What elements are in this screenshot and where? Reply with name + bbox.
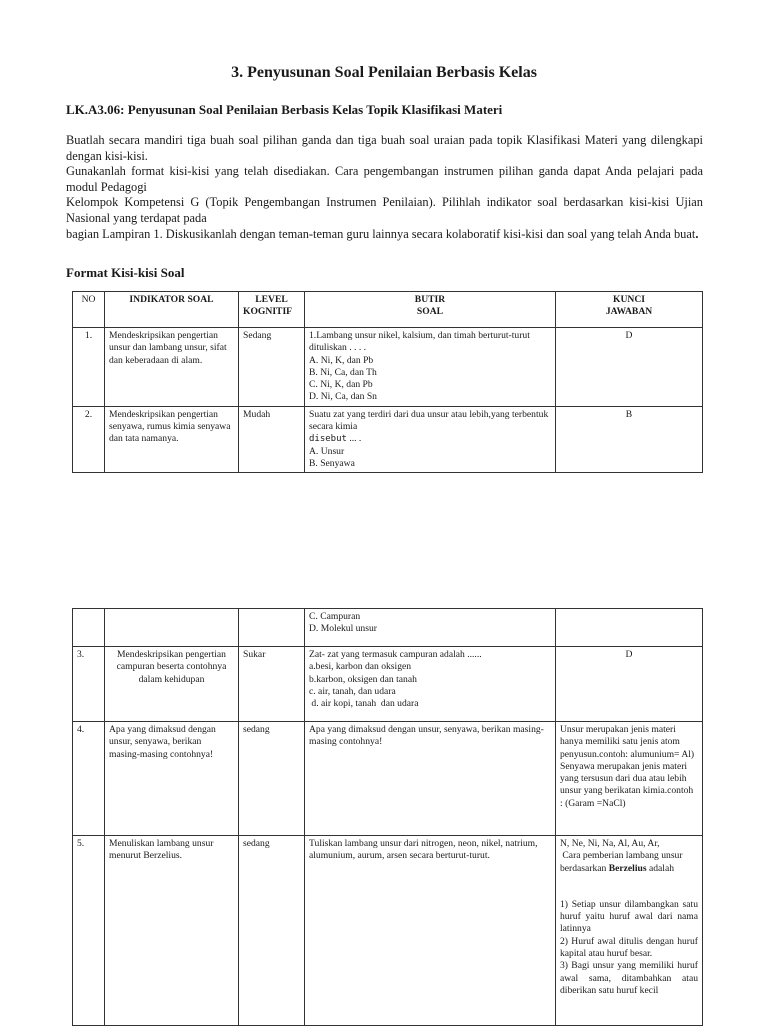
option-a: A. Ni, K, dan Pb bbox=[309, 354, 374, 366]
table-row bbox=[73, 722, 703, 836]
row-kunci: D bbox=[556, 328, 703, 407]
row-indikator: Mendeskripsikan pengertian senyawa, rumus kimia senyawa dan tata namanya. bbox=[105, 406, 239, 472]
row-indikator: Mendeskripsikan pengertian unsur dan lambang unsur, sifat dan keberadaan di alam. bbox=[105, 328, 239, 407]
row-level: sedang bbox=[239, 836, 305, 1026]
question-stem-end: disebut ... . bbox=[309, 433, 362, 445]
row-no: 5. bbox=[73, 836, 105, 1026]
option-d: d. air kopi, tanah dan udara bbox=[309, 698, 419, 710]
intro-paragraph-4-end: . bbox=[695, 226, 699, 241]
row-no: 3. bbox=[73, 647, 105, 722]
row-butir-soal bbox=[305, 609, 556, 647]
question-stem: Zat- zat yang termasuk campuran adalah ...... bbox=[309, 649, 482, 660]
intro-paragraph-1: Buatlah secara mandiri tiga buah soal pilihan ganda dan tiga buah soal uraian pada topik Klasifikasi Materi yang dilengkapi dengan kisi-kisi. bbox=[66, 133, 703, 163]
answer-unsur: Unsur merupakan jenis materi hanya memiliki satu jenis atom penyusun.contoh: alumunium= Al) bbox=[560, 724, 695, 760]
table-row bbox=[73, 406, 703, 472]
intro-paragraph-3: Kelompok Kompetensi G (Topik Pengembangan Instrumen Penilaian). Pilihlah indikator soal berdasarkan kisi-kisi Ujian Nasional yang terdapat pada bbox=[66, 195, 703, 225]
table-row bbox=[73, 836, 703, 1026]
option-a: a.besi, karbon dan oksigen bbox=[309, 661, 412, 673]
row-level: Sukar bbox=[239, 647, 305, 722]
answer-senyawa: Senyawa merupakan jenis materi yang tersusun dari dua atau lebih unsur yang berikatan kimia.contoh : (Garam =NaCl) bbox=[560, 760, 694, 809]
header-butir-soal: BUTIR SOAL bbox=[305, 292, 556, 328]
worksheet-subtitle: LK.A3.06: Penyusunan Soal Penilaian Berbasis Kelas Topik Klasifikasi Materi bbox=[66, 102, 503, 117]
row-level: sedang bbox=[239, 722, 305, 836]
intro-paragraph-4-text: bagian Lampiran 1. Diskusikanlah dengan teman-teman guru lainnya secara kolaboratif kisi-kisi dan soal yang telah Anda buat bbox=[66, 226, 696, 241]
option-d: D. Molekul unsur bbox=[309, 623, 377, 635]
option-b: B. Ni, Ca, dan Th bbox=[309, 366, 377, 378]
intro-paragraph-4 bbox=[66, 227, 703, 243]
question-stem: Suatu zat yang terdiri dari dua unsur atau lebih,yang terbentuk secara kimia bbox=[309, 408, 549, 433]
option-b: b.karbon, oksigen dan tanah bbox=[309, 673, 417, 685]
row-butir-soal: Apa yang dimaksud dengan unsur, senyawa, berikan masing-masing contohnya! bbox=[305, 722, 556, 836]
option-b: B. Senyawa bbox=[309, 457, 355, 469]
option-c: c. air, tanah, dan udara bbox=[309, 685, 396, 697]
intro-paragraph-2: Gunakanlah format kisi-kisi yang telah disediakan. Cara pengembangan instrumen pilihan ganda dapat Anda pelajari pada modul Pedagogi bbox=[66, 164, 703, 194]
row-no: 4. bbox=[73, 722, 105, 836]
table-row-continuation bbox=[73, 609, 703, 647]
row-indikator: Apa yang dimaksud dengan unsur, senyawa, berikan masing-masing contohnya! bbox=[105, 722, 239, 836]
answer-symbols: N, Ne, Ni, Na, Al, Au, Ar, bbox=[560, 838, 660, 849]
row-kunci: B bbox=[556, 406, 703, 472]
option-c: C. Campuran bbox=[309, 611, 361, 622]
intro-text bbox=[66, 133, 703, 242]
row-butir-soal bbox=[305, 328, 556, 407]
option-a: A. Unsur bbox=[309, 445, 345, 457]
rule-2: 2) Huruf awal ditulis dengan huruf kapital atau huruf besar. bbox=[560, 935, 698, 960]
row-kunci bbox=[556, 836, 703, 1026]
option-c: C. Ni, K, dan Pb bbox=[309, 379, 373, 391]
rule-3: 3) Bagi unsur yang memiliki huruf awal sama, ditambahkan atau diberikan satu huruf kecil bbox=[560, 960, 698, 996]
page-title: 3. Penyusunan Soal Penilaian Berbasis Kelas bbox=[231, 64, 537, 81]
table-row bbox=[73, 647, 703, 722]
row-kunci bbox=[556, 722, 703, 836]
kisi-kisi-table-part-1 bbox=[72, 291, 703, 473]
row-indikator: Menuliskan lambang unsur menurut Berzelius. bbox=[105, 836, 239, 1026]
table-header-row bbox=[73, 292, 703, 328]
header-kunci-jawaban: KUNCI JAWABAN bbox=[556, 292, 703, 328]
row-butir-soal: Tuliskan lambang unsur dari nitrogen, neon, nikel, natrium, alumunium, aurum, arsen secara berturut-turut. bbox=[305, 836, 556, 1026]
row-no: 1. bbox=[73, 328, 105, 407]
row-level: Sedang bbox=[239, 328, 305, 407]
row-kunci: D bbox=[556, 647, 703, 722]
row-level: Mudah bbox=[239, 406, 305, 472]
row-indikator: Mendeskripsikan pengertian campuran beserta contohnya dalam kehidupan bbox=[105, 647, 239, 722]
rule-1: 1) Setiap unsur dilambangkan satu huruf yaitu huruf awal dari nama latinnya bbox=[560, 898, 698, 935]
section-heading: Format Kisi-kisi Soal bbox=[66, 265, 185, 280]
header-level: LEVEL KOGNITIF bbox=[239, 292, 305, 328]
kisi-kisi-table-part-2 bbox=[72, 608, 703, 1026]
header-indikator: INDIKATOR SOAL bbox=[105, 292, 239, 328]
option-d: D. Ni, Ca, dan Sn bbox=[309, 391, 377, 403]
question-stem: 1.Lambang unsur nikel, kalsium, dan timah berturut-turut dituliskan . . . . bbox=[309, 330, 530, 354]
answer-intro: Cara pemberian lambang unsur berdasarkan Berzelius adalah bbox=[560, 850, 685, 874]
table-row bbox=[73, 328, 703, 407]
row-no: 2. bbox=[73, 406, 105, 472]
header-no: NO bbox=[73, 292, 105, 328]
row-butir-soal bbox=[305, 647, 556, 722]
row-butir-soal bbox=[305, 406, 556, 472]
